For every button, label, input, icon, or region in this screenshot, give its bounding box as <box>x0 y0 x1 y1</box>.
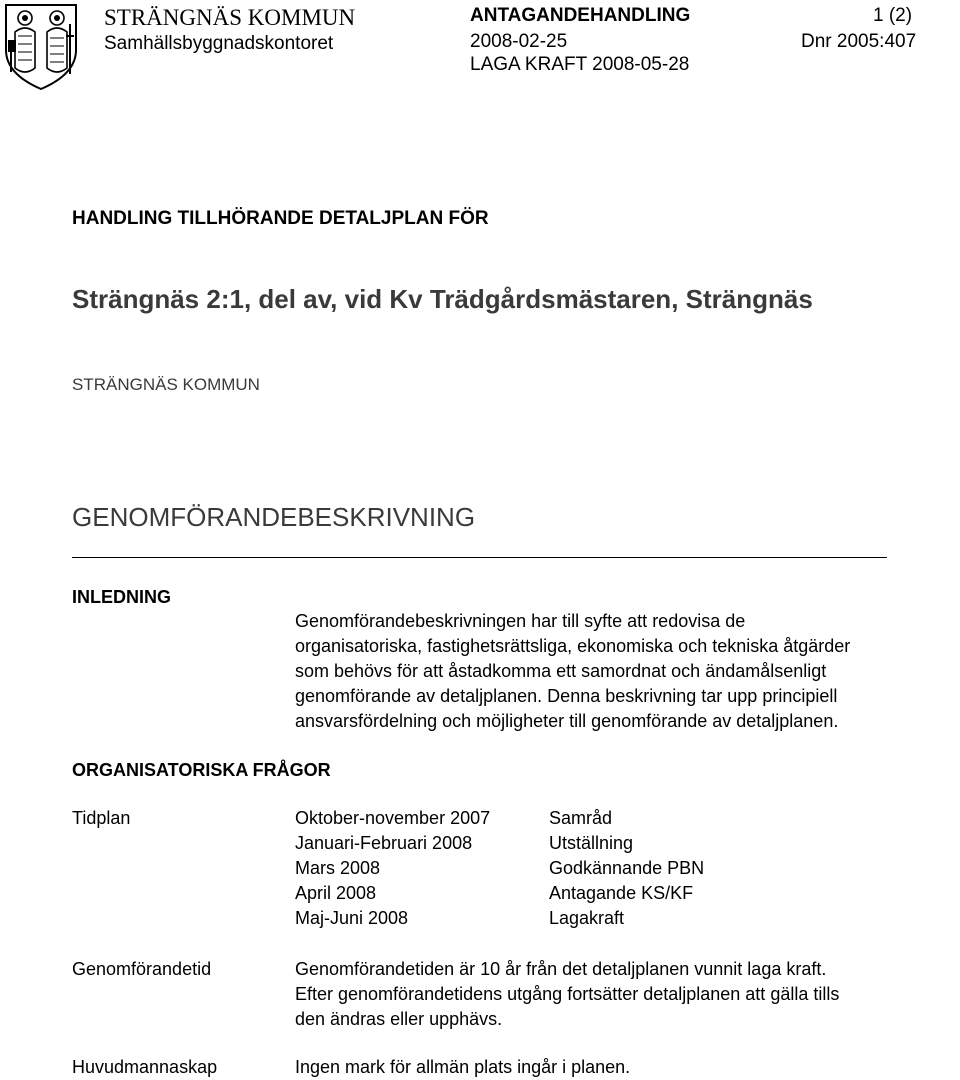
intro-line: organisatoriska, fastighetsrättsliga, ekonomiska och tekniska åtgärder <box>295 636 851 656</box>
laga-kraft-date: LAGA KRAFT 2008-05-28 <box>470 54 690 75</box>
genomforandetid-label: Genomförandetid <box>72 959 212 979</box>
intro-line: som behövs för att åstadkomma ett samordnat och ändamålsenligt <box>295 661 827 681</box>
main-heading: GENOMFÖRANDEBESKRIVNING <box>72 502 476 532</box>
tidplan-event: Antagande KS/KF <box>549 883 694 903</box>
huvudmannaskap-label: Huvudmannaskap <box>72 1057 218 1077</box>
intro-line: ansvarsfördelning och möjligheter till genomförande av detaljplanen. <box>295 711 839 731</box>
genomforandetid-line: den ändras eller upphävs. <box>295 1009 503 1029</box>
table-row <box>295 881 704 906</box>
tidplan-event: Samråd <box>549 808 613 828</box>
divider <box>72 557 887 558</box>
intro-paragraph <box>295 609 955 734</box>
table-row <box>295 806 704 831</box>
intro-line: Genomförandebeskrivningen har till syfte att redovisa de <box>295 611 746 631</box>
document-type: ANTAGANDEHANDLING <box>470 5 691 26</box>
plan-title: Strängnäs 2:1, del av, vid Kv Trädgårdsmästaren, Strängnäs <box>72 284 813 314</box>
org-heading: ORGANISATORISKA FRÅGOR <box>72 760 331 780</box>
tidplan-period: Januari-Februari 2008 <box>295 833 473 853</box>
tidplan-period: Maj-Juni 2008 <box>295 908 409 928</box>
table-row <box>295 906 704 931</box>
genomforandetid-line: Genomförandetiden är 10 år från det detaljplanen vunnit laga kraft. <box>295 959 827 979</box>
tidplan-table <box>295 806 704 931</box>
tidplan-label: Tidplan <box>72 808 131 828</box>
intro-heading: INLEDNING <box>72 587 171 607</box>
pretitle: HANDLING TILLHÖRANDE DETALJPLAN FÖR <box>72 208 489 229</box>
intro-line: genomförande av detaljplanen. Denna beskrivning tar upp principiell <box>295 686 838 706</box>
kommun-label: STRÄNGNÄS KOMMUN <box>72 375 260 394</box>
table-row <box>295 831 704 856</box>
tidplan-event: Utställning <box>549 833 634 853</box>
document-dnr: Dnr 2005:407 <box>801 31 917 52</box>
document-date: 2008-02-25 <box>470 31 568 52</box>
tidplan-event: Godkännande PBN <box>549 858 705 878</box>
org-department: Samhällsbyggnadskontoret <box>104 33 334 54</box>
table-row <box>295 856 704 881</box>
tidplan-period: April 2008 <box>295 883 377 903</box>
tidplan-period: Oktober-november 2007 <box>295 808 491 828</box>
genomforandetid-line: Efter genomförandetidens utgång fortsätter detaljplanen att gälla tills <box>295 984 840 1004</box>
tidplan-event: Lagakraft <box>549 908 625 928</box>
tidplan-period: Mars 2008 <box>295 858 381 878</box>
coat-of-arms-icon <box>2 2 80 92</box>
org-name: STRÄNGNÄS KOMMUN <box>104 5 356 30</box>
genomforandetid-paragraph <box>295 957 955 1032</box>
huvudmannaskap-text: Ingen mark för allmän plats ingår i planen. <box>295 1057 631 1077</box>
page-number: 1 (2) <box>873 5 913 26</box>
